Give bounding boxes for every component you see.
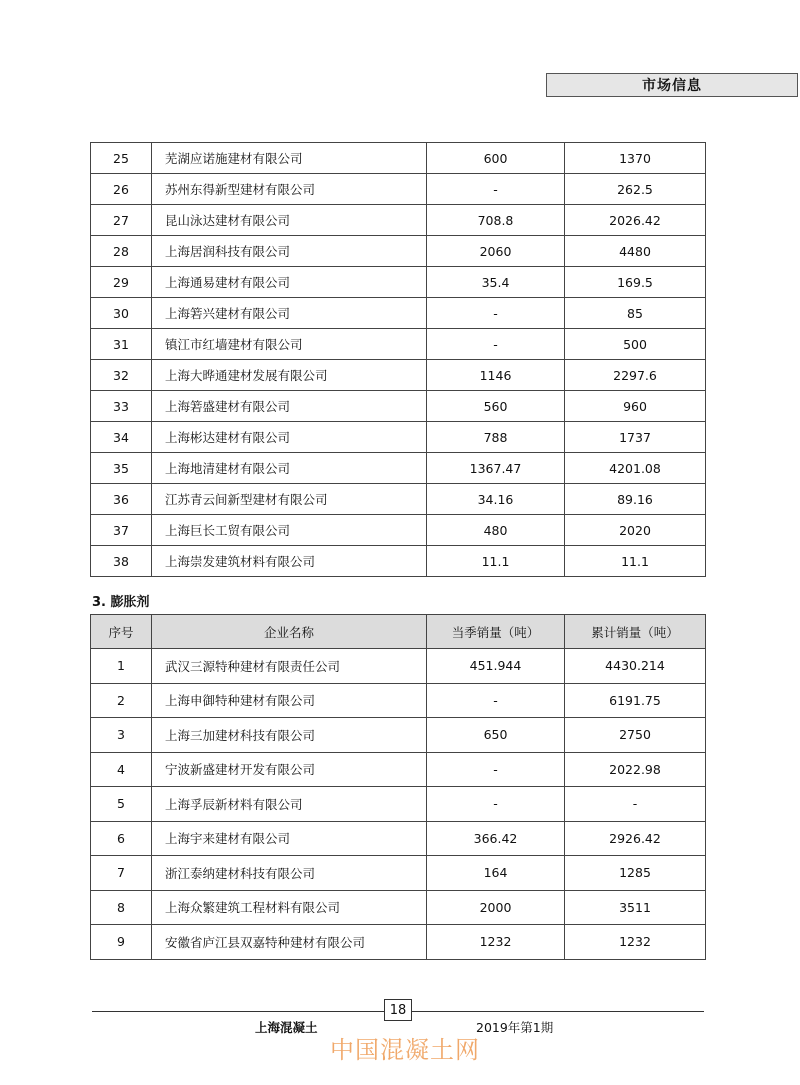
row-index: 31 [91, 329, 152, 360]
row-index: 27 [91, 205, 152, 236]
row-index: 5 [91, 787, 152, 822]
table-row [91, 174, 706, 205]
cumulative-sales: 6191.75 [565, 683, 706, 718]
company-name: 江苏青云间新型建材有限公司 [152, 484, 427, 515]
company-name: 上海箬兴建材有限公司 [152, 298, 427, 329]
quarter-sales: 366.42 [427, 821, 565, 856]
cumulative-sales: 1232 [565, 925, 706, 960]
company-name: 镇江市红墙建材有限公司 [152, 329, 427, 360]
row-index: 28 [91, 236, 152, 267]
company-name: 苏州东得新型建材有限公司 [152, 174, 427, 205]
row-index: 34 [91, 422, 152, 453]
table-header-row [91, 615, 706, 649]
column-header-company: 企业名称 [152, 615, 427, 649]
quarter-sales: - [427, 174, 565, 205]
cumulative-sales: 3511 [565, 890, 706, 925]
company-name: 上海彬达建材有限公司 [152, 422, 427, 453]
quarter-sales: 560 [427, 391, 565, 422]
table-row [91, 856, 706, 891]
table-row [91, 205, 706, 236]
expansion-agent-table [90, 614, 706, 960]
company-name: 芜湖应诺施建材有限公司 [152, 143, 427, 174]
table-row [91, 422, 706, 453]
quarter-sales: - [427, 752, 565, 787]
row-index: 8 [91, 890, 152, 925]
quarter-sales: 480 [427, 515, 565, 546]
section-heading: 3. 膨胀剂 [92, 595, 150, 610]
column-header-quarter-sales: 当季销量（吨） [427, 615, 565, 649]
quarter-sales: 451.944 [427, 649, 565, 684]
cumulative-sales: 85 [565, 298, 706, 329]
cumulative-sales: 2750 [565, 718, 706, 753]
table-row [91, 718, 706, 753]
watermark: 中国混凝土网 [330, 1036, 480, 1064]
company-name: 上海居润科技有限公司 [152, 236, 427, 267]
row-index: 3 [91, 718, 152, 753]
row-index: 37 [91, 515, 152, 546]
cumulative-sales: - [565, 787, 706, 822]
cumulative-sales: 2020 [565, 515, 706, 546]
table-row [91, 236, 706, 267]
quarter-sales: - [427, 683, 565, 718]
table-row [91, 821, 706, 856]
quarter-sales: - [427, 787, 565, 822]
row-index: 9 [91, 925, 152, 960]
quarter-sales: 708.8 [427, 205, 565, 236]
column-header-index: 序号 [91, 615, 152, 649]
quarter-sales: 1146 [427, 360, 565, 391]
quarter-sales: 788 [427, 422, 565, 453]
company-name: 上海崇发建筑材料有限公司 [152, 546, 427, 577]
cumulative-sales: 89.16 [565, 484, 706, 515]
company-name: 上海宇来建材有限公司 [152, 821, 427, 856]
table-row [91, 752, 706, 787]
row-index: 6 [91, 821, 152, 856]
company-name: 宁波新盛建材开发有限公司 [152, 752, 427, 787]
cumulative-sales: 1285 [565, 856, 706, 891]
row-index: 33 [91, 391, 152, 422]
company-name: 安徽省庐江县双嘉特种建材有限公司 [152, 925, 427, 960]
cumulative-sales: 169.5 [565, 267, 706, 298]
table-body [91, 143, 706, 577]
company-name: 上海地清建材有限公司 [152, 453, 427, 484]
row-index: 38 [91, 546, 152, 577]
quarter-sales: 600 [427, 143, 565, 174]
row-index: 29 [91, 267, 152, 298]
company-name: 上海众繁建筑工程材料有限公司 [152, 890, 427, 925]
table-body [91, 649, 706, 960]
table-row [91, 546, 706, 577]
quarter-sales: 650 [427, 718, 565, 753]
cumulative-sales: 11.1 [565, 546, 706, 577]
row-index: 2 [91, 683, 152, 718]
cumulative-sales: 1370 [565, 143, 706, 174]
row-index: 35 [91, 453, 152, 484]
table-row [91, 925, 706, 960]
quarter-sales: 34.16 [427, 484, 565, 515]
company-name: 昆山泳达建材有限公司 [152, 205, 427, 236]
section-label: 市场信息 [546, 73, 798, 97]
table-row [91, 453, 706, 484]
table-row [91, 787, 706, 822]
cumulative-sales: 4201.08 [565, 453, 706, 484]
cumulative-sales: 2297.6 [565, 360, 706, 391]
table-row [91, 267, 706, 298]
quarter-sales: 1232 [427, 925, 565, 960]
quarter-sales: 35.4 [427, 267, 565, 298]
row-index: 36 [91, 484, 152, 515]
company-name: 上海大晔通建材发展有限公司 [152, 360, 427, 391]
cumulative-sales: 4480 [565, 236, 706, 267]
row-index: 1 [91, 649, 152, 684]
quarter-sales: - [427, 329, 565, 360]
quarter-sales: 2000 [427, 890, 565, 925]
row-index: 26 [91, 174, 152, 205]
table-row [91, 391, 706, 422]
quarter-sales: - [427, 298, 565, 329]
company-name: 上海申御特种建材有限公司 [152, 683, 427, 718]
table-row [91, 515, 706, 546]
quarter-sales: 164 [427, 856, 565, 891]
sales-table-continued [90, 142, 706, 577]
cumulative-sales: 4430.214 [565, 649, 706, 684]
row-index: 32 [91, 360, 152, 391]
table-row [91, 649, 706, 684]
table-row [91, 298, 706, 329]
issue-label: 2019年第1期 [476, 1020, 554, 1035]
company-name: 武汉三源特种建材有限责任公司 [152, 649, 427, 684]
column-header-cumulative-sales: 累计销量（吨） [565, 615, 706, 649]
table-row [91, 890, 706, 925]
company-name: 浙江泰纳建材科技有限公司 [152, 856, 427, 891]
row-index: 30 [91, 298, 152, 329]
row-index: 7 [91, 856, 152, 891]
table-row [91, 143, 706, 174]
table-row [91, 360, 706, 391]
cumulative-sales: 1737 [565, 422, 706, 453]
quarter-sales: 1367.47 [427, 453, 565, 484]
cumulative-sales: 500 [565, 329, 706, 360]
row-index: 25 [91, 143, 152, 174]
company-name: 上海巨长工贸有限公司 [152, 515, 427, 546]
cumulative-sales: 960 [565, 391, 706, 422]
journal-title: 上海混凝土 [255, 1020, 318, 1035]
quarter-sales: 11.1 [427, 546, 565, 577]
cumulative-sales: 2022.98 [565, 752, 706, 787]
company-name: 上海箬盛建材有限公司 [152, 391, 427, 422]
company-name: 上海通易建材有限公司 [152, 267, 427, 298]
cumulative-sales: 2926.42 [565, 821, 706, 856]
table-row [91, 484, 706, 515]
cumulative-sales: 262.5 [565, 174, 706, 205]
table-row [91, 329, 706, 360]
cumulative-sales: 2026.42 [565, 205, 706, 236]
company-name: 上海三加建材科技有限公司 [152, 718, 427, 753]
quarter-sales: 2060 [427, 236, 565, 267]
row-index: 4 [91, 752, 152, 787]
company-name: 上海孚辰新材料有限公司 [152, 787, 427, 822]
page-number: 18 [384, 999, 412, 1021]
table-row [91, 683, 706, 718]
